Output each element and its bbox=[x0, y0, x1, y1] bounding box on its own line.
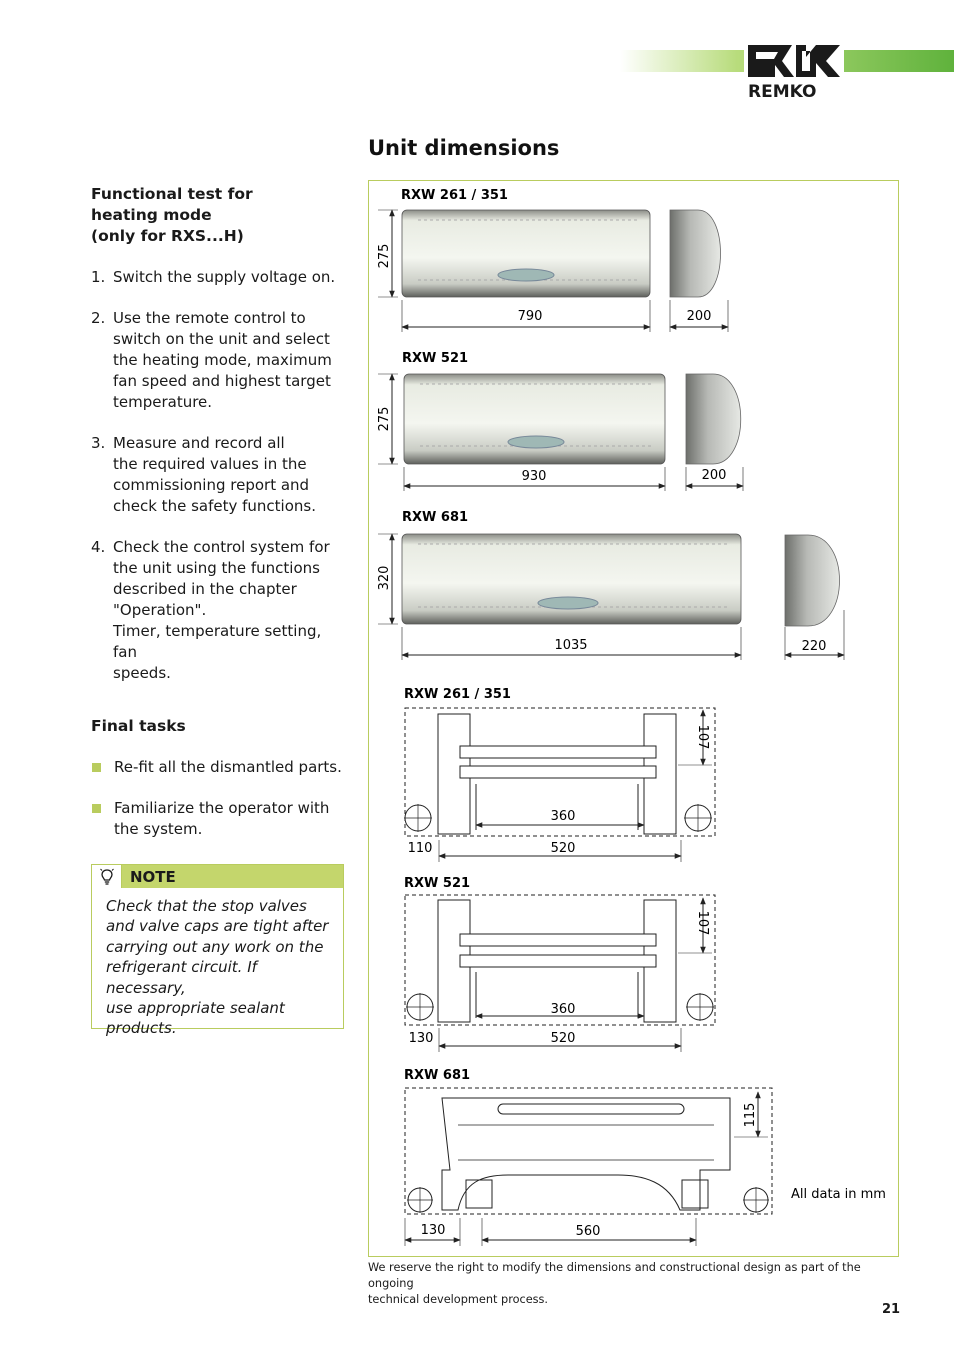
height-dim: 320 bbox=[377, 565, 392, 591]
depth-dim: 200 bbox=[701, 468, 727, 483]
page-number: 21 bbox=[882, 1302, 901, 1317]
page-title: Unit dimensions bbox=[368, 136, 560, 160]
unit-drawing-rxw521 bbox=[377, 351, 743, 491]
final-tasks-list bbox=[91, 757, 347, 840]
note-label: NOTE bbox=[130, 867, 176, 886]
vertical-dim: 107 bbox=[695, 724, 710, 750]
depth-dim: 200 bbox=[686, 309, 712, 324]
task-item: Familiarize the operator with the system. bbox=[91, 798, 347, 840]
unit-drawing-rxw261 bbox=[377, 188, 728, 332]
mounting-plate-rxw261 bbox=[404, 687, 715, 862]
inner-dim: 360 bbox=[550, 809, 576, 824]
width-dim: 1035 bbox=[554, 638, 588, 653]
plate-label: RXW 521 bbox=[404, 876, 471, 891]
width-dim: 930 bbox=[521, 469, 547, 484]
step-item: 2. Use the remote control to switch on the unit and select the heating mode, maximum fan speed and highest target temperature. bbox=[91, 309, 332, 411]
functional-test-title: Functional test for heating mode (only for RXS...H) bbox=[91, 185, 253, 245]
square-bullet-icon bbox=[92, 804, 101, 813]
depth-dim: 220 bbox=[801, 639, 827, 654]
logo-text: REMKO bbox=[748, 82, 817, 101]
unit-label: RXW 681 bbox=[402, 510, 469, 525]
steps-list bbox=[91, 267, 347, 684]
note-box bbox=[91, 864, 344, 1038]
height-dim: 275 bbox=[377, 243, 392, 269]
plate-label: RXW 261 / 351 bbox=[404, 687, 511, 702]
vertical-dim: 115 bbox=[743, 1102, 758, 1128]
offset-dim: 110 bbox=[407, 841, 433, 856]
offset-dim: 130 bbox=[408, 1031, 434, 1046]
span-dim: 520 bbox=[550, 1031, 576, 1046]
vertical-dim: 107 bbox=[695, 910, 710, 936]
span-dim: 560 bbox=[575, 1224, 601, 1239]
step-item: 1. Switch the supply voltage on. bbox=[91, 268, 336, 286]
left-column bbox=[91, 184, 347, 860]
final-tasks-title: Final tasks bbox=[91, 717, 186, 735]
mounting-plate-rxw521 bbox=[404, 876, 715, 1052]
unit-label: RXW 521 bbox=[402, 351, 469, 366]
dimension-drawings bbox=[368, 180, 899, 1257]
unit-drawing-rxw681 bbox=[377, 510, 844, 660]
units-note: All data in mm bbox=[791, 1187, 886, 1202]
inner-dim: 360 bbox=[550, 1002, 576, 1017]
lightbulb-icon bbox=[92, 865, 122, 888]
step-item: 3. Measure and record all the required values in the commissioning report and check the safety functions. bbox=[91, 434, 316, 515]
square-bullet-icon bbox=[92, 763, 101, 772]
step-item: 4. Check the control system for the unit using the functions described in the chapter "Operation". Timer, temperature setting, fan speeds. bbox=[91, 538, 330, 682]
plate-label: RXW 681 bbox=[404, 1068, 471, 1083]
disclaimer-text: We reserve the right to modify the dimensions and constructional design as part of the ongoing technical development process. bbox=[368, 1261, 861, 1306]
height-dim: 275 bbox=[377, 406, 392, 432]
width-dim: 790 bbox=[517, 309, 543, 324]
offset-dim: 130 bbox=[420, 1223, 446, 1238]
remko-logo bbox=[744, 41, 844, 101]
span-dim: 520 bbox=[550, 841, 576, 856]
mounting-plate-rxw681 bbox=[404, 1068, 772, 1246]
note-header bbox=[92, 865, 343, 888]
note-text: Check that the stop valves and valve caps are tight after carrying out any work on the refrigerant circuit. If necessary, use appropriate sealant products. bbox=[106, 897, 329, 1038]
unit-label: RXW 261 / 351 bbox=[401, 188, 508, 203]
task-item: Re-fit all the dismantled parts. bbox=[91, 757, 347, 778]
